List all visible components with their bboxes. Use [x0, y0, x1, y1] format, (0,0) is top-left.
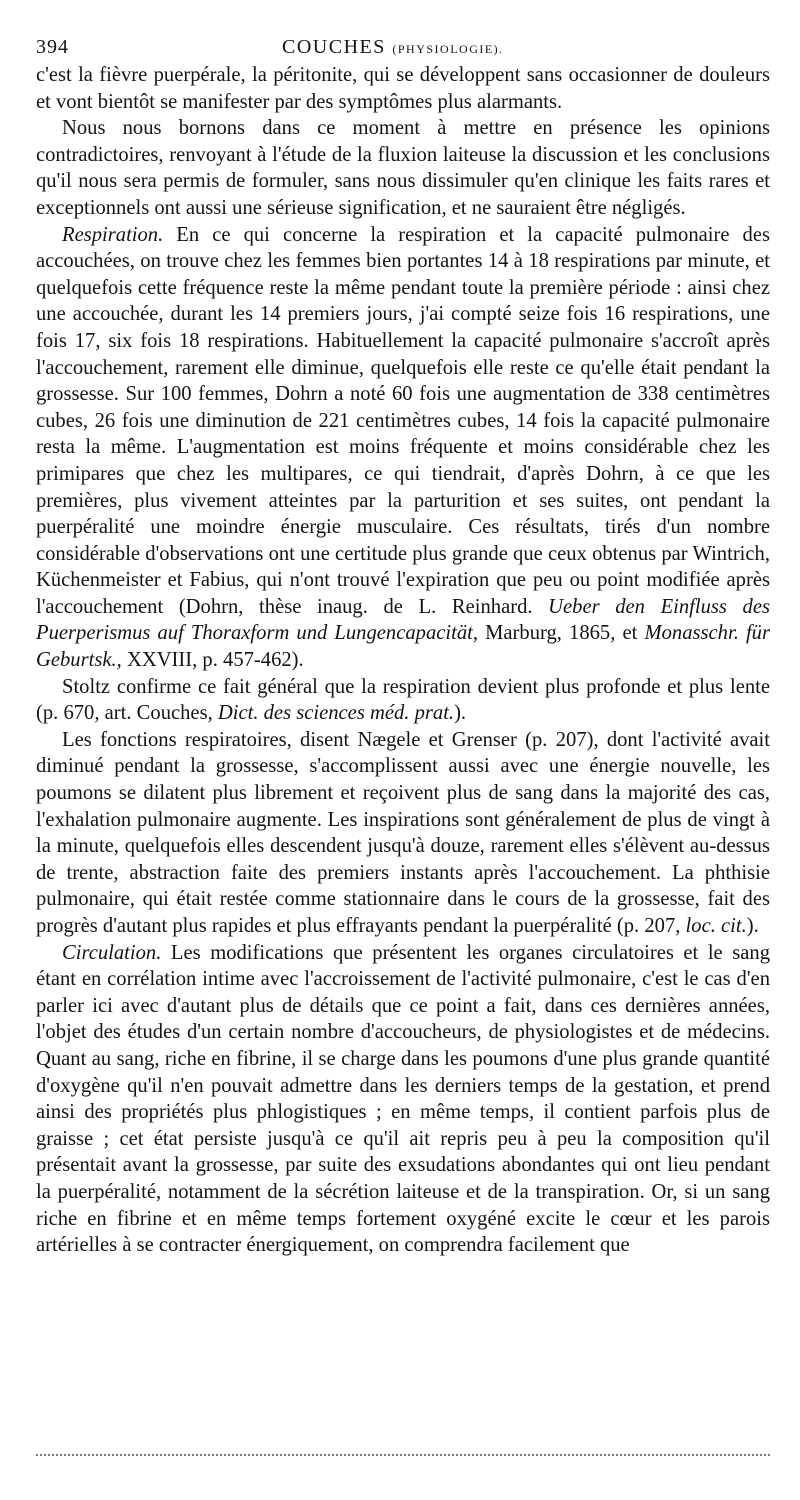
reference-loc-cit: loc. cit. [685, 915, 747, 937]
paragraph-continued: c'est la fièvre puerpérale, la péritonite, qui se développent sans occasionner de douleurs et vont bientôt se manifester par des symptômes plus alarmants. [36, 64, 770, 113]
stoltz-text-a: Stoltz confirme ce fait général que la respiration devient plus profonde et plus lente (p. 670, art. Couches, [36, 675, 770, 725]
paragraph-circulation [36, 940, 770, 1259]
respiration-text-a: En ce qui concerne la respiration et la capacité pulmonaire des accouchées, on trouve chez les femmes bien portantes 14 à 18 respirations par minute, et quelquefois cette fréquence reste la même pendant toute la première période : ainsi chez une accouchée, durant les 14 premiers jours, j'ai compté seize fois 16 respirations, une fois 17, six fois 18 respirations. Habituellement la capacité pulmonaire s'accroît après l'accouchement, rarement elle diminue, quelquefois elle reste ce qu'elle était pendant la grossesse. Sur 100 femmes, Dohrn a noté 60 fois une augmentation de 338 centimètres cubes, 26 fois une diminution de 221 centimètres cubes, 14 fois la capacité pulmonaire resta la même. L'augmentation est moins fréquente et moins considérable chez les primipares que chez les multipares, ce qui tiendrait, d'après Dohrn, à ce que les premières, plus vivement atteintes par la parturition et ses suites, ont pendant la puerpéralité une moindre énergie musculaire. Ces résultats, tirés d'un nombre considérable d'observations ont une certitude plus grande que ceux obtenus par Wintrich, Küchenmeister et Fabius, qui n'ont trouvé l'expiration que peu ou point modifiée après l'accouchement (Dohrn, thèse inaug. de L. Reinhard. [36, 223, 770, 618]
circulation-text: Les modifications que présentent les organes circulatoires et le sang étant en corrélation intime avec l'accroissement de l'activité pulmonaire, c'est le cas d'en parler ici avec d'autant plus de détails que ce point a fait, dans ces dernières années, l'objet des études d'un certain nombre d'accoucheurs, de physiologistes et de médecins. Quant au sang, riche en fibrine, il se charge dans les poumons d'une plus grande quantité d'oxygène qu'il n'en pouvait admettre dans les derniers temps de la gestation, et prend ainsi des propriétés plus phlogistiques ; en même temps, il contient parfois plus de graisse ; cet état persiste jusqu'à ce qu'il ait repris peu à peu la composition qu'il présentait avant la grossesse, par suite des exsudations abondantes qui ont lieu pendant la puerpéralité, notamment de la sécrétion laiteuse et de la transpiration. Or, si un sang riche en fibrine et en même temps fortement oxygéné excite le cœur et les parois artérielles à se contracter énergiquement, on comprendra facilement que [36, 941, 770, 1257]
section-lead-respiration: Respiration. [62, 223, 164, 246]
section-lead-circulation: Circulation. [62, 941, 162, 964]
reference-dict: Dict. des sciences méd. prat. [217, 702, 455, 725]
footer-dotted-rule [36, 1454, 770, 1456]
reference-title-reinhard: Ueber den Einfluss des Puerperismus auf Thoraxform und Lungencapacität, [36, 595, 770, 645]
book-page [36, 32, 770, 1259]
naegele-text-b: ). [746, 915, 759, 937]
respiration-text-c: XXVIII, p. 457-462). [121, 649, 304, 672]
running-title-main: COUCHES [282, 36, 386, 58]
running-title [282, 36, 504, 59]
reference-journal: Monasschr. für Geburtsk., [36, 622, 770, 672]
paragraph-respiration [36, 222, 770, 674]
naegele-text-a: Les fonctions respiratoires, disent Nægele et Grenser (p. 207), dont l'activité avait diminué pendant la grossesse, s'accomplissent aussi avec une énergie nouvelle, les poumons se dilatent plus librement et reçoivent plus de sang dans la majorité des cas, l'exhalation pulmonaire augmente. Les inspirations sont généralement de plus de vingt à la minute, quelquefois elles descendent jusqu'à douze, rarement elles s'élèvent au-dessus de trente, abstraction faite des premiers instants après l'accouchement. La phthisie pulmonaire, qui était restée comme stationnaire dans le cours de la grossesse, fait des progrès d'autant plus rapides et plus effrayants pendant la puerpéralité (p. 207, [36, 728, 770, 937]
stoltz-text-b: ). [454, 702, 467, 725]
running-title-section: (PHYSIOLOGIE). [392, 42, 504, 56]
respiration-text-b: Marburg, 1865, et [478, 622, 645, 645]
running-head [36, 32, 770, 62]
paragraph-opinions: Nous nous bornons dans ce moment à mettre en présence les opinions contradictoires, renvoyant à l'étude de la fluxion laiteuse la discussion et les conclusions qu'il nous sera permis de formuler, sans nous dissimuler qu'en clinique les faits rares et exceptionnels ont aussi une sérieuse signification, et ne sauraient être négligés. [36, 117, 770, 219]
paragraph-naegele-grenser [36, 727, 770, 940]
page-number: 394 [36, 36, 69, 58]
paragraph-stoltz [36, 674, 770, 727]
